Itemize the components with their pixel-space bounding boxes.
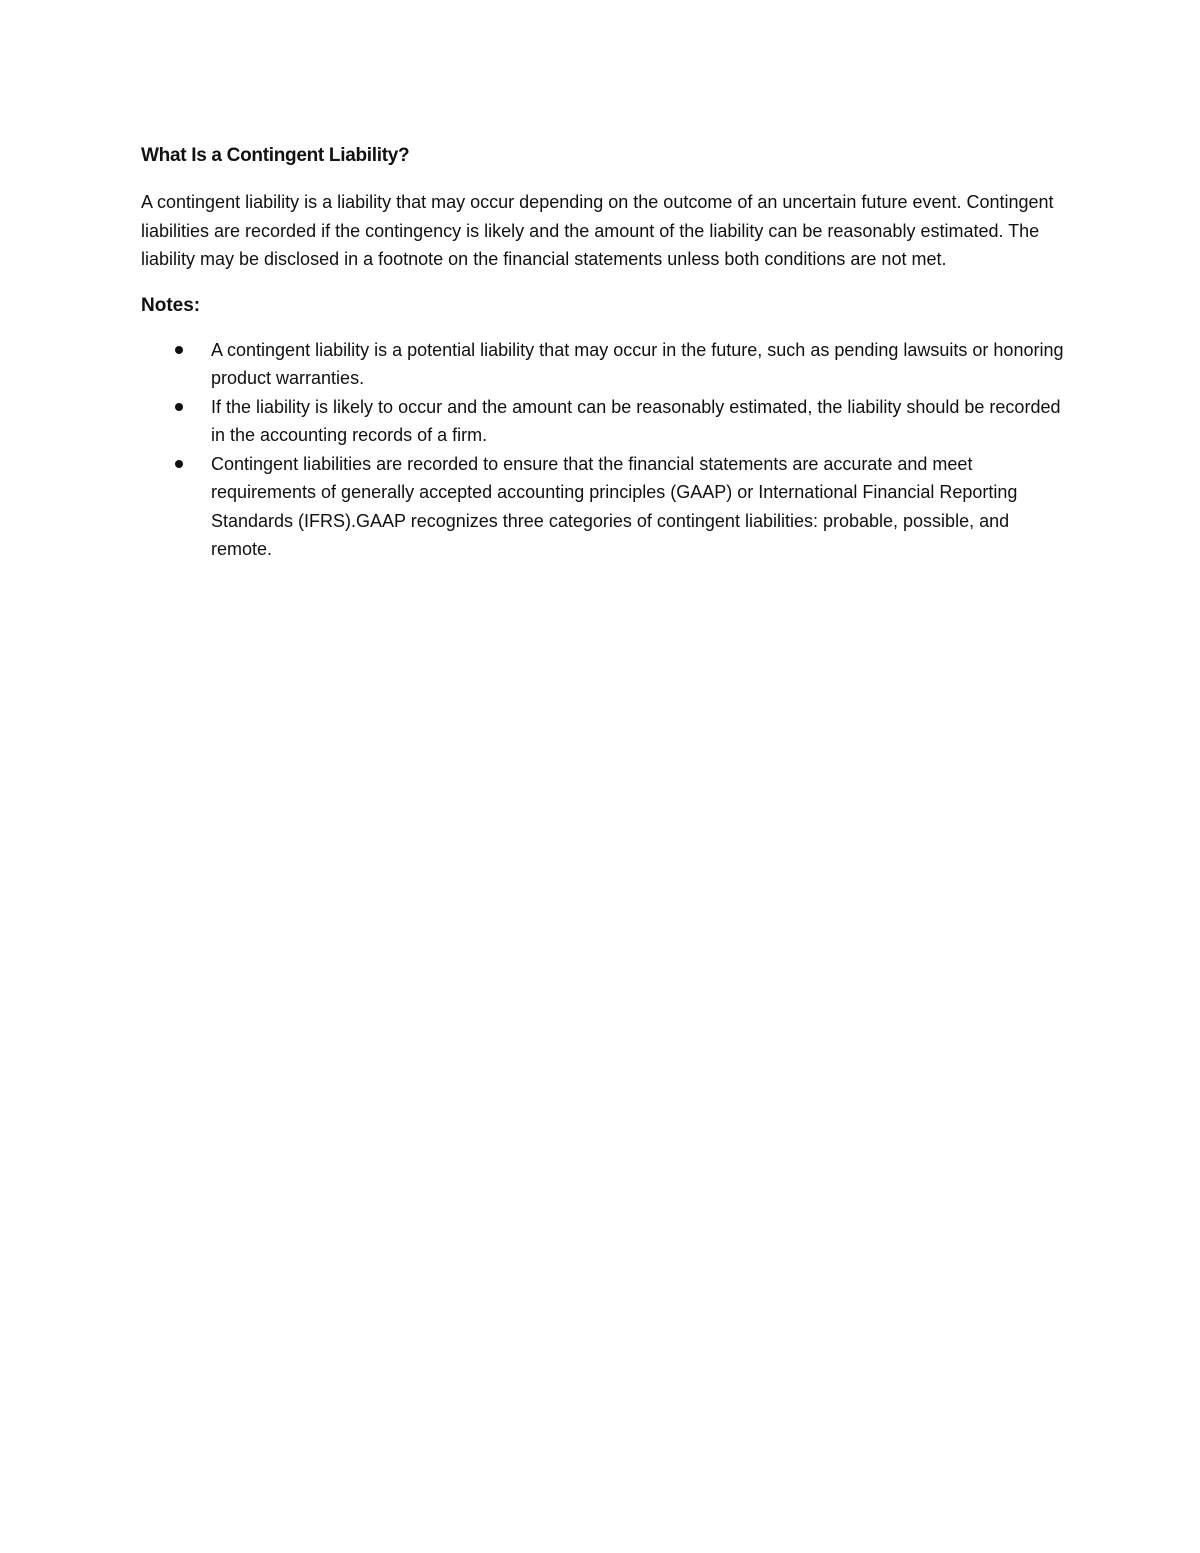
document-content [141,142,1066,564]
intro-paragraph: A contingent liability is a liability that may occur depending on the outcome of an uncertain future event. Contingent liabilities are recorded if the contingency is likely and the amount of the liability can be reasonably estimated. The liability may be disclosed in a footnote on the financial statements unless both conditions are not met. [141,192,1054,269]
list-item [141,393,1066,450]
bullet-icon [175,346,183,354]
notes-heading: Notes: [141,294,201,316]
note-text: If the liability is likely to occur and the amount can be reasonably estimated, the liability should be recorded in the accounting records of a firm. [211,396,1061,445]
note-text: A contingent liability is a potential liability that may occur in the future, such as pending lawsuits or honoring product warranties. [211,339,1064,388]
notes-list [141,336,1066,564]
note-text: Contingent liabilities are recorded to ensure that the financial statements are accurate and meet requirements of generally accepted accounting principles (GAAP) or International Financial Reporting Standards (IFRS).GAAP recognizes three categories of contingent liabilities: probable, possible, and remote. [211,453,1018,559]
bullet-icon [175,460,183,468]
page-title: What Is a Contingent Liability? [141,145,410,166]
bullet-icon [175,403,183,411]
list-item [141,450,1066,564]
list-item [141,336,1066,393]
